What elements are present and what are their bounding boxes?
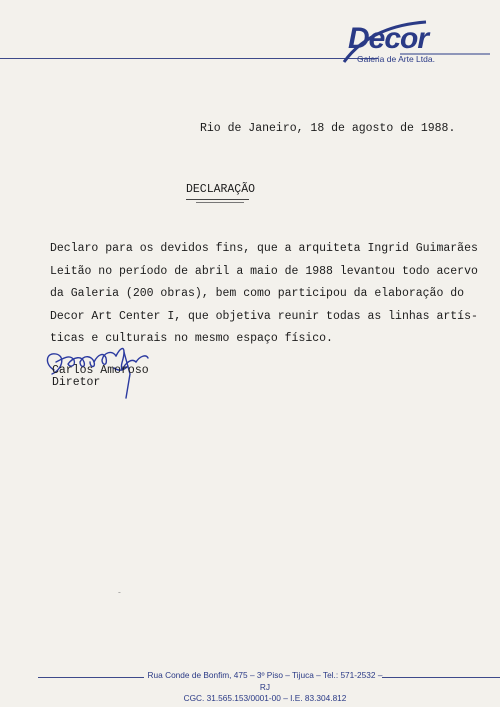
company-footer bbox=[145, 670, 385, 705]
title-underline bbox=[186, 199, 249, 200]
body-line: da Galeria (200 obras), bem como participou da elaboração do bbox=[50, 287, 465, 301]
letter-body bbox=[50, 238, 478, 351]
letter-title: DECLARAÇÃO bbox=[186, 183, 256, 196]
signer-name: Carlos Amoroso bbox=[52, 364, 149, 377]
body-line: Leitão no período de abril a maio de 1988 levantou todo acervo bbox=[50, 264, 478, 278]
logo-text: Decor bbox=[348, 22, 429, 55]
footer-rule-left bbox=[38, 677, 144, 678]
paper-speck: ˇ bbox=[117, 592, 122, 601]
footer-rule-right bbox=[382, 677, 500, 678]
title-underline-secondary bbox=[196, 202, 244, 203]
footer-registration: CGC. 31.565.153/0001-00 – I.E. 83.304.812 bbox=[183, 693, 347, 703]
footer-address: Rua Conde de Bonfim, 475 – 3º Piso – Tijuca – Tel.: 571-2532 – RJ bbox=[147, 670, 383, 692]
company-logo bbox=[340, 18, 490, 68]
signer-role: Diretor bbox=[52, 376, 101, 389]
header-rule bbox=[0, 58, 378, 59]
letter-date: Rio de Janeiro, 18 de agosto de 1988. bbox=[200, 122, 456, 135]
body-line: Declaro para os devidos fins, que a arquiteta Ingrid Guimarães bbox=[50, 242, 478, 255]
company-name: Galeria de Arte Ltda. bbox=[357, 54, 435, 64]
body-line: Decor Art Center I, que objetiva reunir todas as linhas artís- bbox=[50, 309, 478, 323]
body-line: ticas e culturais no mesmo espaço físico. bbox=[50, 332, 333, 346]
